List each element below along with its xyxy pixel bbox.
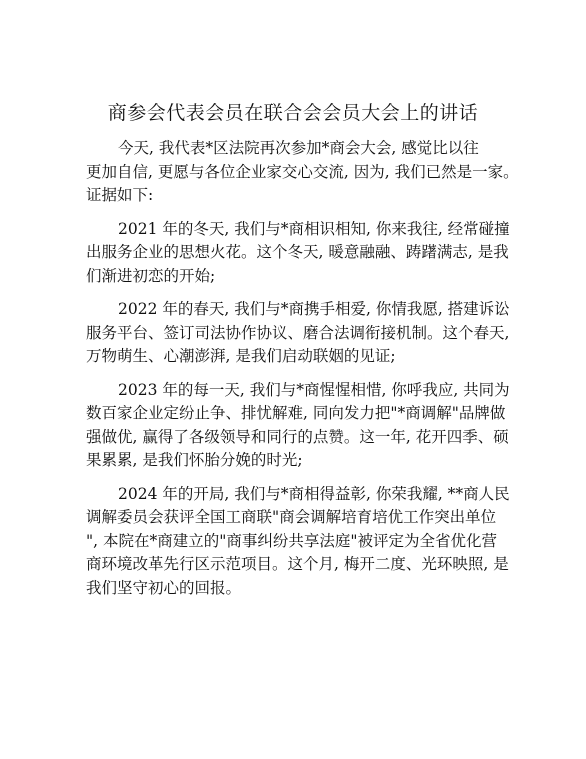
paragraph-line: 万物萌生、心潮澎湃, 是我们启动联姻的见证; — [86, 347, 396, 365]
paragraph-2023 — [86, 379, 516, 473]
paragraph-2024 — [86, 483, 516, 601]
paragraph-line: 今天, 我代表*区法院再次参加*商会大会, 感觉比以往 — [118, 139, 479, 157]
paragraph-line: 果累累, 是我们怀胎分娩的时光; — [86, 451, 303, 469]
paragraph-line: 商环境改革先行区示范项目。这个月, 梅开二度、光环映照, 是 — [86, 555, 509, 573]
paragraph-line: 强做优, 赢得了各级领导和同行的点赞。这一年, 花开四季、硕 — [86, 427, 509, 446]
paragraph-2022 — [86, 298, 516, 369]
paragraph-line: 更加自信, 更愿与各位企业家交心交流, 因为, 我们已然是一家。 — [86, 162, 519, 181]
document-title: 商参会代表会员在联合会会员大会上的讲话 — [107, 102, 479, 124]
paragraph-line: ", 本院在*商建立的"商事纠纷共享法庭"被评定为全省优化营 — [86, 531, 497, 550]
paragraph-line: 数百家企业定纷止争、排忧解难, 同向发力把"*商调解"品牌做 — [86, 404, 506, 422]
paragraph-line: 证据如下: — [86, 186, 154, 204]
paragraph-line: 2023 年的每一天, 我们与*商惺惺相惜, 你呼我应, 共同为 — [118, 380, 510, 399]
document-body — [86, 137, 519, 610]
paragraph-line: 我们坚守初心的回报。 — [86, 578, 242, 597]
paragraph-2021 — [86, 218, 516, 289]
paragraph-line: 2024 年的开局, 我们与*商相得益彰, 你荣我耀, **商人民 — [118, 484, 510, 503]
paragraph-line: 调解委员会获评全国工商联"商会调解培育培优工作突出单位 — [86, 508, 497, 526]
paragraph-line: 出服务企业的思想火花。这个冬天, 暖意融融、踌躇满志, 是我 — [86, 243, 509, 261]
paragraph-intro — [86, 137, 519, 208]
paragraph-line: 2022 年的春天, 我们与*商携手相爱, 你情我愿, 搭建诉讼 — [118, 300, 510, 318]
paragraph-line: 们渐进初恋的开始; — [86, 266, 216, 285]
paragraph-line: 2021 年的冬天, 我们与*商相识相知, 你来我往, 经常碰撞 — [118, 219, 510, 238]
paragraph-line: 服务平台、签订司法协作协议、磨合法调衔接机制。这个春天, — [86, 323, 510, 342]
